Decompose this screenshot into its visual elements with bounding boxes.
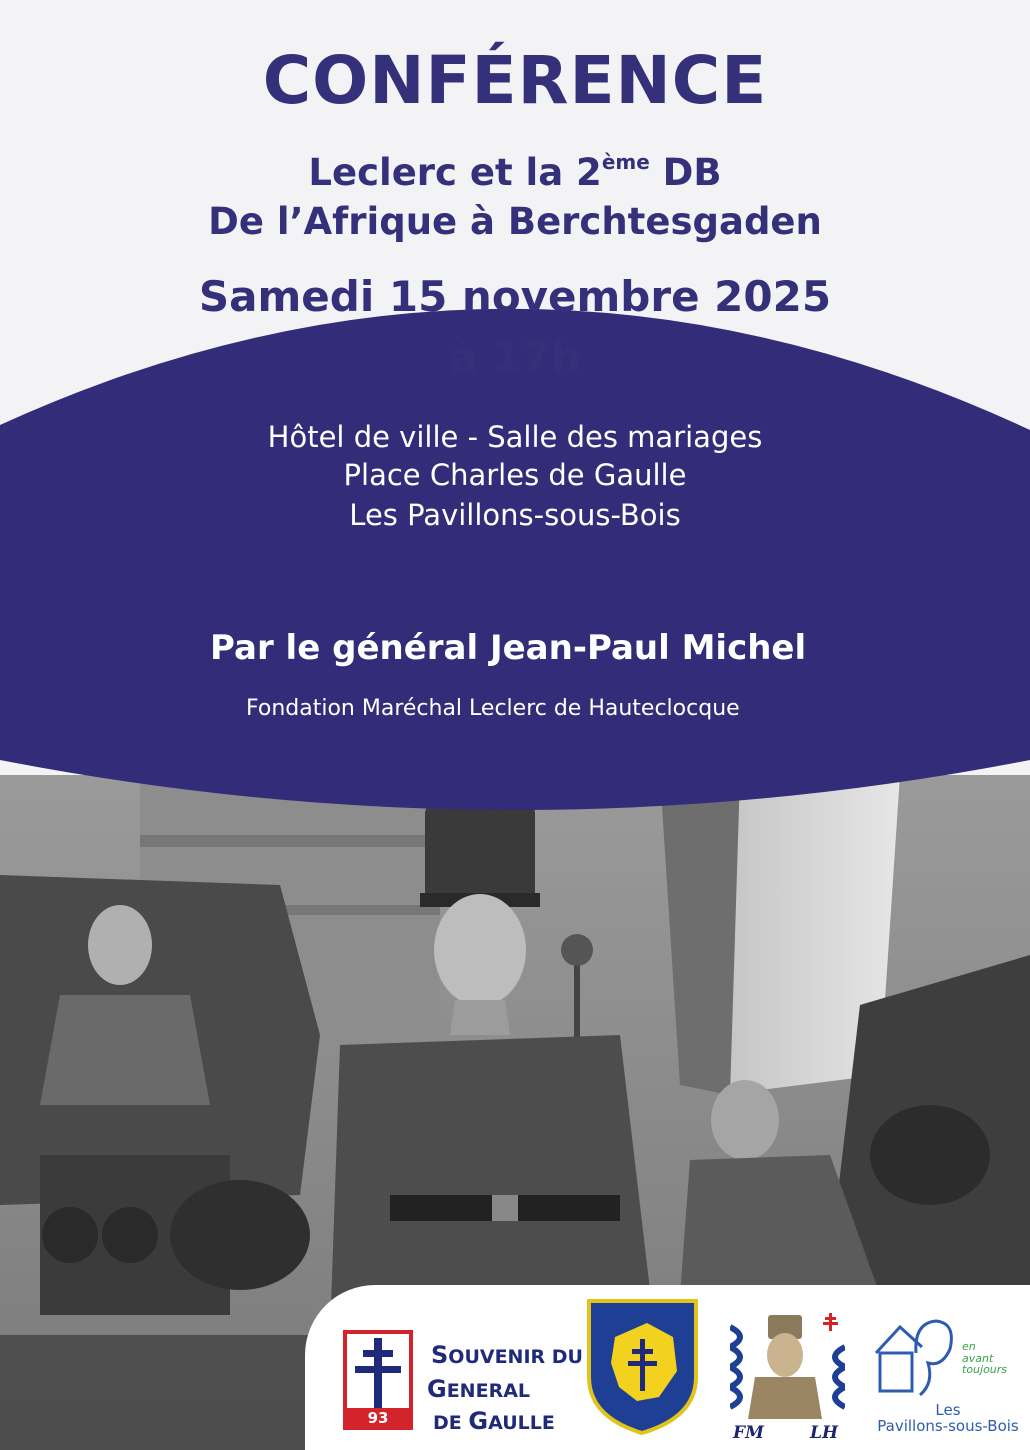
souvenir-rest-3: AULLE	[488, 1412, 555, 1434]
speaker-name: Par le général Jean-Paul Michel	[210, 628, 807, 668]
cross-of-lorraine-icon	[343, 1330, 413, 1430]
page-title: CONFÉRENCE	[262, 42, 768, 119]
subtitle-superscript: ème	[601, 150, 650, 174]
fmlh-letters-left: FM	[733, 1423, 764, 1443]
souvenir-de: DE	[433, 1412, 469, 1434]
souvenir-line-2	[427, 1377, 530, 1401]
pavillons-name-2: Pavillons-sous-Bois	[877, 1416, 1019, 1435]
location-line-1: Hôtel de ville - Salle des mariages	[267, 420, 763, 454]
souvenir-line-1	[431, 1343, 583, 1367]
souvenir-rest-1: OUVENIR DU	[448, 1346, 583, 1368]
fmlh-letters-right: LH	[810, 1423, 839, 1443]
speaker-organisation: Fondation Maréchal Leclerc de Hauteclocque	[246, 696, 740, 721]
tagline-2: avant	[962, 1351, 994, 1365]
fmlh-logo	[730, 1307, 845, 1419]
subtitle-line-1	[0, 150, 1030, 194]
tagline-3: toujours	[962, 1363, 1008, 1377]
event-time: à 17h	[449, 333, 581, 382]
cross-of-lorraine-logo	[343, 1330, 413, 1430]
souvenir-cap-g: G	[427, 1375, 447, 1403]
event-date: Samedi 15 novembre 2025	[198, 272, 832, 321]
souvenir-cap-s: S	[431, 1341, 449, 1369]
pavillons-name	[873, 1403, 1023, 1435]
souvenir-line-3	[433, 1409, 555, 1433]
shield-icon	[585, 1297, 700, 1437]
souvenir-cap-g2: G	[468, 1407, 489, 1435]
division-shield-logo	[585, 1297, 700, 1437]
leclerc-portrait-icon	[730, 1307, 845, 1419]
partner-logos	[305, 1285, 1030, 1450]
tagline-1: en	[962, 1340, 976, 1353]
pavillons-name-1: Les	[935, 1401, 961, 1419]
location-line-3: Les Pavillons-sous-Bois	[349, 498, 681, 532]
pavillons-tagline	[962, 1341, 1007, 1376]
pavillons-logo	[870, 1313, 960, 1398]
badge-digits: 93	[367, 1409, 389, 1427]
location-line-2: Place Charles de Gaulle	[343, 458, 687, 492]
subtitle-part-a: Leclerc et la 2	[308, 151, 602, 194]
house-tree-icon	[870, 1313, 960, 1398]
subtitle-part-b: DB	[649, 151, 722, 194]
souvenir-rest-2: ENERAL	[446, 1380, 531, 1402]
subtitle-line-2: De l’Afrique à Berchtesgaden	[208, 200, 822, 243]
